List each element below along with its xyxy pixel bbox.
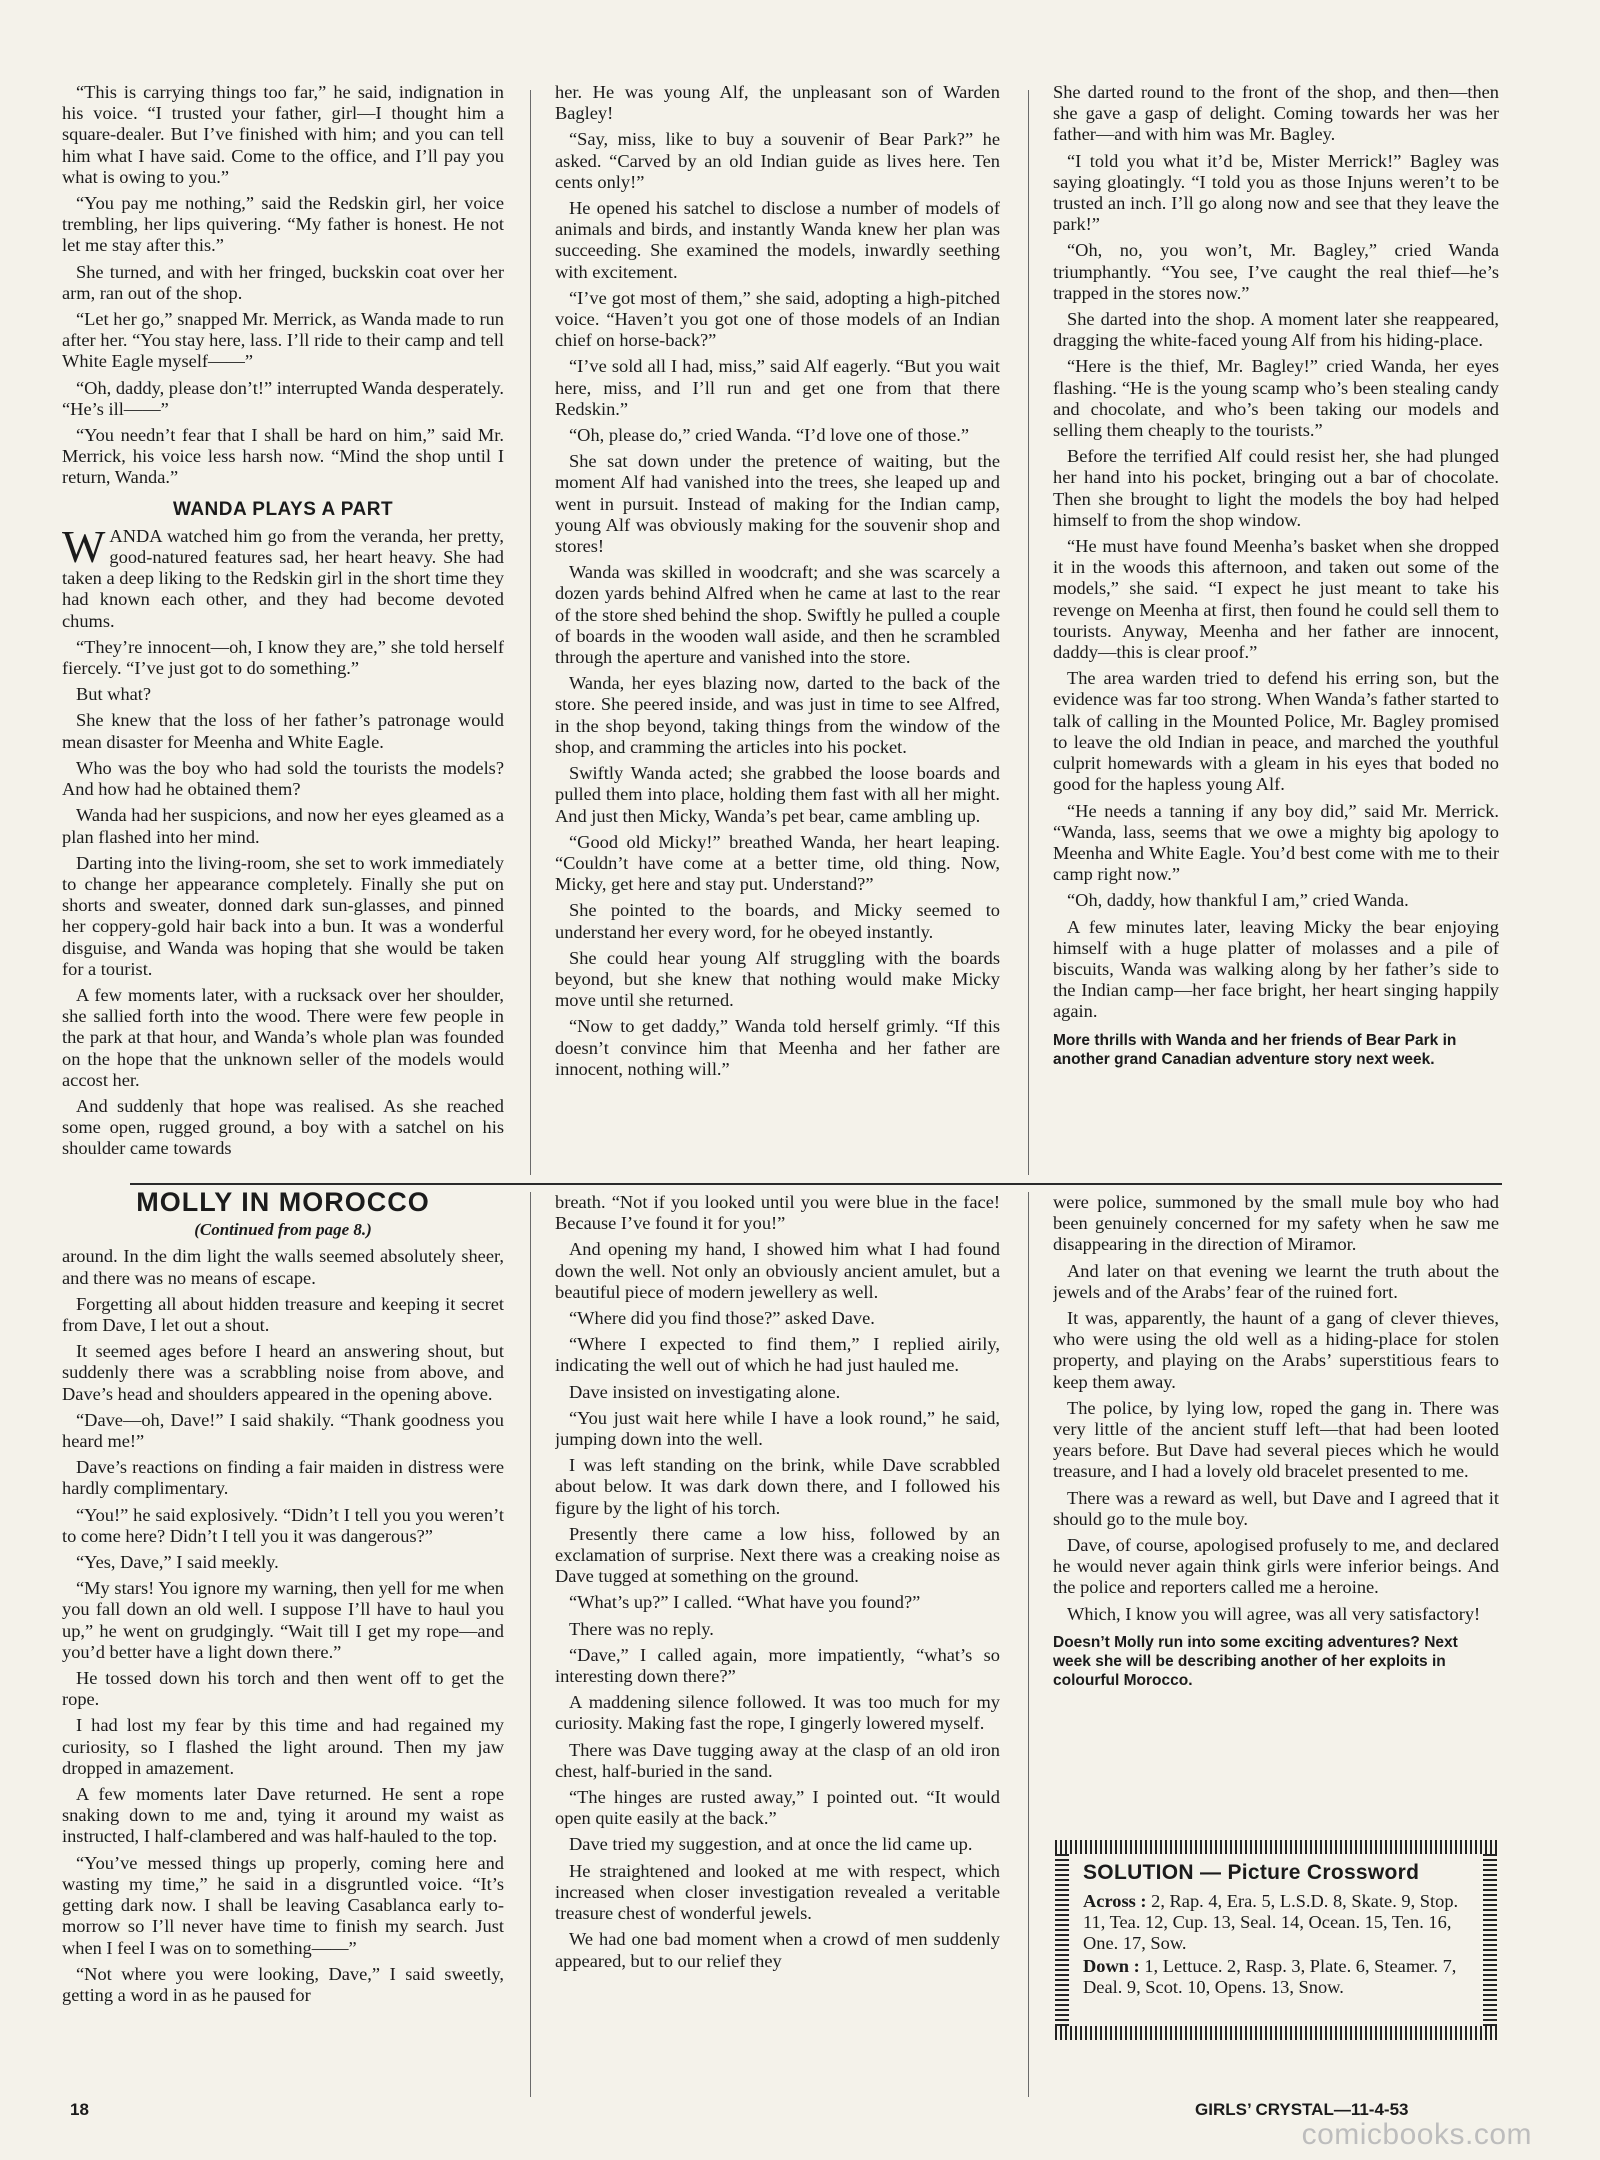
paragraph: were police, summoned by the small mule boy who had been genuinely concerned for my safety when he saw me disappearing in the direction of Miramor.	[1053, 1192, 1499, 1255]
paragraph: Dave tried my suggestion, and at once the lid came up.	[569, 1834, 973, 1855]
decorative-border	[1055, 1854, 1069, 2026]
paragraph: “I’ve sold all I had, miss,” said Alf eagerly. “But you wait here, miss, and I’ll run and get one from that there Redskin.”	[555, 356, 1000, 419]
across-label: Across :	[1083, 1891, 1147, 1911]
paragraph: She knew that the loss of her father’s patronage would mean disaster for Meenha and White Eagle.	[62, 710, 504, 752]
paragraph: There was a reward as well, but Dave and I agreed that it should go to the mule boy.	[1053, 1487, 1499, 1529]
paragraph: “Dave—oh, Dave!” I said shakily. “Thank goodness you heard me!”	[62, 1409, 504, 1452]
paragraph: A maddening silence followed. It was too much for my curiosity. Making fast the rope, I gingerly lowered myself.	[555, 1692, 1000, 1734]
paragraph: Dave’s reactions on finding a fair maiden in distress were hardly complimentary.	[62, 1457, 504, 1499]
paragraph: I was left standing on the brink, while Dave scrabbled about below. It was dark down there, and I followed his figure by the light of his torch.	[555, 1455, 1000, 1518]
down-text: 1, Lettuce. 2, Rasp. 3, Plate. 6, Steamer. 7, Deal. 9, Scot. 10, Opens. 13, Snow.	[1083, 1956, 1457, 1997]
across-answers	[1083, 1891, 1473, 1954]
paragraph: Swiftly Wanda acted; she grabbed the loose boards and pulled them into place, holding them fast with all her might. And just then Micky, Wanda’s pet bear, came ambling up.	[555, 763, 1000, 826]
column-divider	[1028, 1192, 1029, 2097]
paragraph-drop-cap	[62, 520, 504, 632]
paragraph: I had lost my fear by this time and had regained my curiosity, so I flashed the light around. Then my jaw dropped in amazement.	[62, 1715, 504, 1778]
down-label: Down :	[1083, 1956, 1140, 1976]
paragraph: “This is carrying things too far,” he said, indignation in his voice. “I trusted your father, girl—I thought him a square-dealer. But I’ve finished with him; and you can tell him what I have said. Come to the office, and I’ll pay you what is owing to you.”	[62, 82, 504, 187]
page-number: 18	[70, 2100, 89, 2119]
paragraph: We had one bad moment when a crowd of men suddenly appeared, but to our relief they	[555, 1929, 1000, 1971]
paragraph: Forgetting all about hidden treasure and keeping it secret from Dave, I let out a shout.	[62, 1293, 504, 1336]
column-divider	[1028, 90, 1029, 1175]
paragraph: “You!” he said explosively. “Didn’t I tell you you weren’t to come here? Didn’t I tell you it was dangerous?”	[62, 1504, 504, 1546]
paragraph: A few moments later Dave returned. He sent a rope snaking down to me and, tying it around my waist as instructed, I half-clambered and was half-hauled to the top.	[62, 1784, 504, 1847]
solution-title: SOLUTION — Picture Crossword	[1083, 1861, 1420, 1884]
paragraph: Wanda, her eyes blazing now, darted to the back of the store. She peered inside, and was just in time to see Alfred, in the shop beyond, taking things from the window of the shop, and cramming the articles into his pocket.	[555, 673, 1000, 757]
paragraph: “Oh, daddy, please don’t!” interrupted Wanda desperately. “He’s ill——”	[62, 377, 504, 419]
paragraph: She pointed to the boards, and Micky seemed to understand her every word, for he obeyed instantly.	[555, 900, 1000, 942]
section-divider	[130, 1183, 1502, 1185]
paragraph: A few minutes later, leaving Micky the bear enjoying himself with a huge platter of molasses and a pile of biscuits, Wanda was walking along by her father’s side to the Indian camp—her face bright, her heart singing happily again.	[1053, 916, 1499, 1022]
decorative-border	[1055, 1840, 1497, 1854]
paragraph: She darted round to the front of the shop, and then—then she gave a gasp of delight. Coming towards her was her father—and with him was Mr. Bagley.	[1053, 82, 1499, 145]
paragraph: “Say, miss, like to buy a souvenir of Bear Park?” he asked. “Carved by an old Indian guide as lives here. Ten cents only!”	[555, 129, 1000, 192]
paragraph: Who was the boy who had sold the tourists the models? And how had he obtained them?	[62, 757, 504, 800]
paragraph: “The hinges are rusted away,” I pointed out. “It would open quite easily at the back.”	[555, 1787, 1000, 1829]
paragraph: “Oh, daddy, how thankful I am,” cried Wanda.	[1067, 890, 1409, 911]
wanda-column-2	[555, 82, 1000, 1177]
paragraph: “Oh, no, you won’t, Mr. Bagley,” cried Wanda triumphantly. “You see, I’ve caught the real thief—he’s trapped in the stores now.”	[1053, 240, 1499, 303]
paragraph: “Oh, please do,” cried Wanda. “I’d love one of those.”	[569, 425, 970, 446]
paragraph: “I’ve got most of them,” she said, adopting a high-pitched voice. “Haven’t you got one of those models of an Indian chief on horse-back?”	[555, 287, 1000, 351]
decorative-border	[1055, 2026, 1497, 2040]
paragraph: “Dave,” I called again, more impatiently, “what’s so interesting down there?”	[555, 1644, 1000, 1687]
wanda-column-1	[62, 82, 504, 1177]
paragraph: her. He was young Alf, the unpleasant son of Warden Bagley!	[555, 82, 1000, 124]
paragraph: The area warden tried to defend his erring son, but the evidence was far too strong. When Wanda’s father started to talk of calling in the Mounted Police, Mr. Bagley promised to leave the old Indian in peace, and marched the youthful culprit homewards with a gleam in his eyes that boded no good for the hapless young Alf.	[1053, 668, 1499, 795]
next-week-teaser: Doesn’t Molly run into some exciting adventures? Next week she will be describing another of her exploits in colourful Morocco.	[1053, 1633, 1458, 1689]
paragraph: Dave, of course, apologised profusely to me, and declared he would never again think girls were inferior beings. And the police and reporters called me a heroine.	[1053, 1535, 1499, 1598]
continued-note: (Continued from page 8.)	[194, 1220, 372, 1240]
paragraph: It was, apparently, the haunt of a gang of clever thieves, who were using the old well as a hiding-place for stolen property, and playing on the Arabs’ superstitious fears to keep them away.	[1053, 1308, 1499, 1392]
paragraph: “Good old Micky!” breathed Wanda, her heart leaping. “Couldn’t have come at a better time, old thing. Now, Micky, get here and stay put. Understand?”	[555, 831, 1000, 895]
across-text: 2, Rap. 4, Era. 5, L.S.D. 8, Skate. 9, Stop. 11, Tea. 12, Cup. 13, Seal. 14, Ocean. 15, Ten. 16, One. 17, Sow.	[1083, 1891, 1459, 1953]
paragraph: She darted into the shop. A moment later she reappeared, dragging the white-faced young Alf from his hiding-place.	[1053, 309, 1499, 351]
decorative-border	[1483, 1854, 1497, 2026]
paragraph: “You’ve messed things up properly, coming here and wasting my time,” he said in a disgruntled voice. “It’s getting dark now. I shall be leaving Casablanca early to-morrow so I’ll never have time to finish my search. Just when I feel I was on to something——”	[62, 1852, 504, 1958]
paragraph: The police, by lying low, roped the gang in. There was very little of the ancient stuff left—that had been looted years before. But Dave had several pieces which he would treasure, and I had a lovely old bracelet presented to me.	[1053, 1397, 1499, 1482]
down-answers	[1083, 1956, 1473, 1998]
paragraph: “Let her go,” snapped Mr. Merrick, as Wanda made to run after her. “You stay here, lass. I’ll ride to their camp and tell White Eagle myself——”	[62, 309, 504, 372]
molly-column-3	[1053, 1192, 1499, 1832]
next-week-teaser: More thrills with Wanda and her friends of Bear Park in another grand Canadian adventure story next week.	[1053, 1031, 1457, 1068]
story-title: MOLLY IN MOROCCO	[136, 1192, 430, 1217]
molly-column-2	[555, 1192, 1000, 2092]
drop-cap: W	[62, 520, 106, 572]
paragraph: “Here is the thief, Mr. Bagley!” cried Wanda, her eyes flashing. “He is the young scamp who’s been stealing candy and chocolate, and who’s been taking our models and selling them cheaply to the tourists.”	[1053, 356, 1499, 441]
paragraph: around. In the dim light the walls seemed absolutely sheer, and there was no means of escape.	[62, 1246, 504, 1288]
issue-line: GIRLS’ CRYSTAL—11-4-53	[1195, 2100, 1409, 2119]
paragraph: “Not where you were looking, Dave,” I said sweetly, getting a word in as he paused for	[62, 1963, 504, 2005]
paragraph: “You just wait here while I have a look round,” he said, jumping down into the well.	[555, 1407, 1000, 1450]
paragraph: “He must have found Meenha’s basket when she dropped it in the woods this afternoon, and taken out some of the models,” she said. “I expect he just meant to take his revenge on Meenha at first, then found he could sell them to tourists. Anyway, Meenha and her father are innocent, daddy—this is clear proof.”	[1053, 536, 1499, 663]
paragraph: “I told you what it’d be, Mister Merrick!” Bagley was saying gloatingly. “I told you as those Injuns weren’t to be trusted an inch. I’ll go along now and see that they leave the park!”	[1053, 150, 1499, 235]
paragraph: There was Dave tugging away at the clasp of an old iron chest, half-buried in the sand.	[555, 1739, 1000, 1781]
paragraph: “Where I expected to find them,” I replied airily, indicating the well out of which he had just hauled me.	[555, 1334, 1000, 1376]
paragraph: He opened his satchel to disclose a number of models of animals and birds, and instantly Wanda knew her plan was succeeding. She examined the models, inwardly seething with excitement.	[555, 198, 1000, 282]
drop-cap-paragraph-text: ANDA watched him go from the veranda, her pretty, good-natured features sad, her heart heavy. She had taken a deep liking to the Redskin girl in the short time they had known each other, and they had become devoted chums.	[62, 525, 504, 631]
paragraph: And suddenly that hope was realised. As she reached some open, rugged ground, a boy with a satchel on his shoulder came towards	[62, 1095, 504, 1159]
section-subheading: WANDA PLAYS A PART	[172, 498, 394, 520]
paragraph: She could hear young Alf struggling with the boards beyond, but she knew that nothing would make Micky move until she returned.	[555, 947, 1000, 1011]
paragraph: “Yes, Dave,” I said meekly.	[76, 1552, 279, 1573]
paragraph: He straightened and looked at me with respect, which increased when closer investigation revealed a veritable treasure chest of wonderful jewels.	[555, 1860, 1000, 1924]
paragraph: Which, I know you will agree, was all very satisfactory!	[1067, 1603, 1481, 1624]
paragraph: Darting into the living-room, she set to work immediately to change her appearance completely. Finally she put on shorts and sweater, donned dark sun-glasses, and pinned her coppery-gold hair back into a bun. It was a wonderful disguise, and Wanda was hoping that she would be taken for a tourist.	[62, 852, 504, 979]
paragraph: She sat down under the pretence of waiting, but the moment Alf had vanished into the trees, she leaped up and went in pursuit. Instead of making for the Indian camp, young Alf was obviously making for the souvenir shop and stores!	[555, 451, 1000, 557]
paragraph: A few moments later, with a rucksack over her shoulder, she sallied forth into the wood. There were few people in the park at that hour, and Wanda’s whole plan was founded on the hope that the unknown seller of the models would accost her.	[62, 984, 504, 1090]
wanda-column-3	[1053, 82, 1499, 1177]
molly-column-1	[62, 1192, 504, 2092]
paragraph: Wanda had her suspicions, and now her eyes gleamed as a plan flashed into her mind.	[62, 805, 504, 847]
paragraph: “You needn’t fear that I shall be hard on him,” said Mr. Merrick, his voice less harsh now. “Mind the shop until I return, Wanda.”	[62, 425, 504, 488]
paragraph: “What’s up?” I called. “What have you found?”	[569, 1592, 921, 1613]
column-divider	[530, 1192, 531, 2097]
paragraph: Dave insisted on investigating alone.	[569, 1381, 841, 1402]
watermark: comicbooks.com	[1301, 2118, 1532, 2151]
solution-content	[1083, 1862, 1473, 2000]
paragraph: “You pay me nothing,” said the Redskin girl, her voice trembling, her lips quivering. “My father is honest. He not let me stay after this.”	[62, 193, 504, 256]
paragraph: “Where did you find those?” asked Dave.	[569, 1308, 875, 1329]
paragraph: She turned, and with her fringed, buckskin coat over her arm, ran out of the shop.	[62, 261, 504, 303]
paragraph: There was no reply.	[569, 1618, 714, 1639]
paragraph: Presently there came a low hiss, followed by an exclamation of surprise. Next there was a creaking noise as Dave tugged at something on the ground.	[555, 1523, 1000, 1587]
paragraph: breath. “Not if you looked until you were blue in the face! Because I’ve found it for you!”	[555, 1192, 1000, 1234]
paragraph: And later on that evening we learnt the truth about the jewels and of the Arabs’ fear of the ruined fort.	[1053, 1260, 1499, 1302]
paragraph: “Now to get daddy,” Wanda told herself grimly. “If this doesn’t convince him that Meenha and her father are innocent, nothing will.”	[555, 1016, 1000, 1079]
column-divider	[530, 90, 531, 1175]
paragraph: “He needs a tanning if any boy did,” said Mr. Merrick. “Wanda, lass, seems that we owe a mighty big apology to Meenha and White Eagle. You’d best come with me to their camp right now.”	[1053, 800, 1499, 885]
paragraph: Wanda was skilled in woodcraft; and she was scarcely a dozen yards behind Alfred when he came at last to the rear of the store shed behind the shop. Swiftly he pulled a couple of boards in the wooden wall aside, and then he scrambled through the aperture and vanished into the store.	[555, 562, 1000, 668]
paragraph: Before the terrified Alf could resist her, she had plunged her hand into his pocket, bringing out a bar of chocolate. Then she brought to light the models the boy had helped himself to from the shop window.	[1053, 446, 1499, 530]
paragraph: But what?	[76, 684, 152, 705]
crossword-solution-box	[1055, 1840, 1497, 2040]
paragraph: “My stars! You ignore my warning, then yell for me when you fall down an old well. I suppose I’ll have to haul you up,” he went on grudgingly. “Wait till I get my rope—and you’d better have a light down there.”	[62, 1578, 504, 1662]
paragraph: “They’re innocent—oh, I know they are,” she told herself fiercely. “I’ve just got to do something.”	[62, 636, 504, 679]
paragraph: It seemed ages before I heard an answering shout, but suddenly there was a scrabbling noise from above, and Dave’s head and shoulders appeared in the opening above.	[62, 1341, 504, 1404]
paragraph: He tossed down his torch and then went off to get the rope.	[62, 1668, 504, 1710]
paragraph: And opening my hand, I showed him what I had found down the well. Not only an obviously ancient amulet, but a beautiful piece of modern jewellery as well.	[555, 1239, 1000, 1302]
